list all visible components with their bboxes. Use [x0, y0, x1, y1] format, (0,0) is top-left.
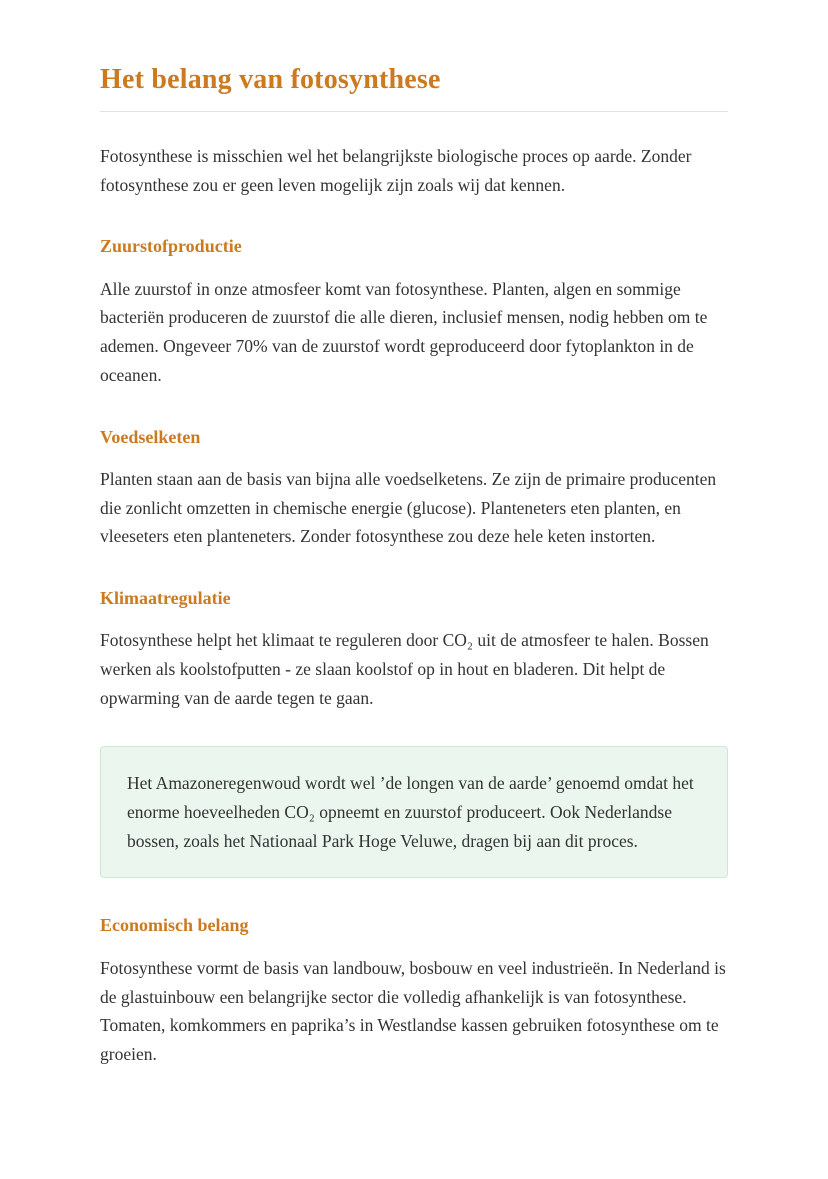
section-paragraph-zuurstofproductie: Alle zuurstof in onze atmosfeer komt van fotosynthese. Planten, algen en sommige bacteriën produceren de zuurstof die alle dieren, inclusief mensen, nodig hebben om te ademen. Ongeveer 70% van de zuurstof wordt geproduceerd door fytoplankton in de oceanen. — [100, 278, 708, 385]
intro-paragraph: Fotosynthese is misschien wel het belangrijkste biologische proces op aarde. Zonder fotosynthese zou er geen leven mogelijk zijn zoals wij dat kennen. — [100, 146, 692, 195]
title-divider — [100, 111, 728, 112]
section-heading-economisch-belang: Economisch belang — [100, 915, 249, 936]
page-title: Het belang van fotosynthese — [100, 64, 441, 95]
section-paragraph-economisch-belang: Fotosynthese vormt de basis van landbouw, bosbouw en veel industrieën. In Nederland is de glastuinbouw een belangrijke sector die volledig afhankelijk is van fotosynthese. Tomaten, komkommers en paprika’s in Westlandse kassen gebruiken fotosynthese om te groeien. — [100, 957, 726, 1064]
callout-text: Het Amazoneregenwoud wordt wel ’de longen van de aarde’ genoemd omdat het enorme hoeveelheden CO₂ opneemt en zuurstof produceert. Ook Nederlandse bossen, zoals het Nationaal Park Hoge Veluwe, dragen bij aan dit proces. — [127, 773, 694, 851]
section-heading-klimaatregulatie: Klimaatregulatie — [100, 587, 231, 608]
section-paragraph-voedselketen: Planten staan aan de basis van bijna alle voedselketens. Ze zijn de primaire producenten die zonlicht omzetten in chemische energie (glucose). Planteneters eten planten, en vleeseters eten planteneters. Zonder fotosynthese zou deze hele keten instorten. — [100, 468, 717, 547]
section-heading-voedselketen: Voedselketen — [100, 426, 201, 447]
section-heading-zuurstofproductie: Zuurstofproductie — [100, 236, 242, 257]
callout-box — [100, 746, 728, 878]
section-paragraph-klimaatregulatie: Fotosynthese helpt het klimaat te reguleren door CO₂ uit de atmosfeer te halen. Bossen werken als koolstofputten - ze slaan koolstof op in hout en bladeren. Dit helpt de opwarming van de aarde tegen te gaan. — [100, 630, 709, 708]
